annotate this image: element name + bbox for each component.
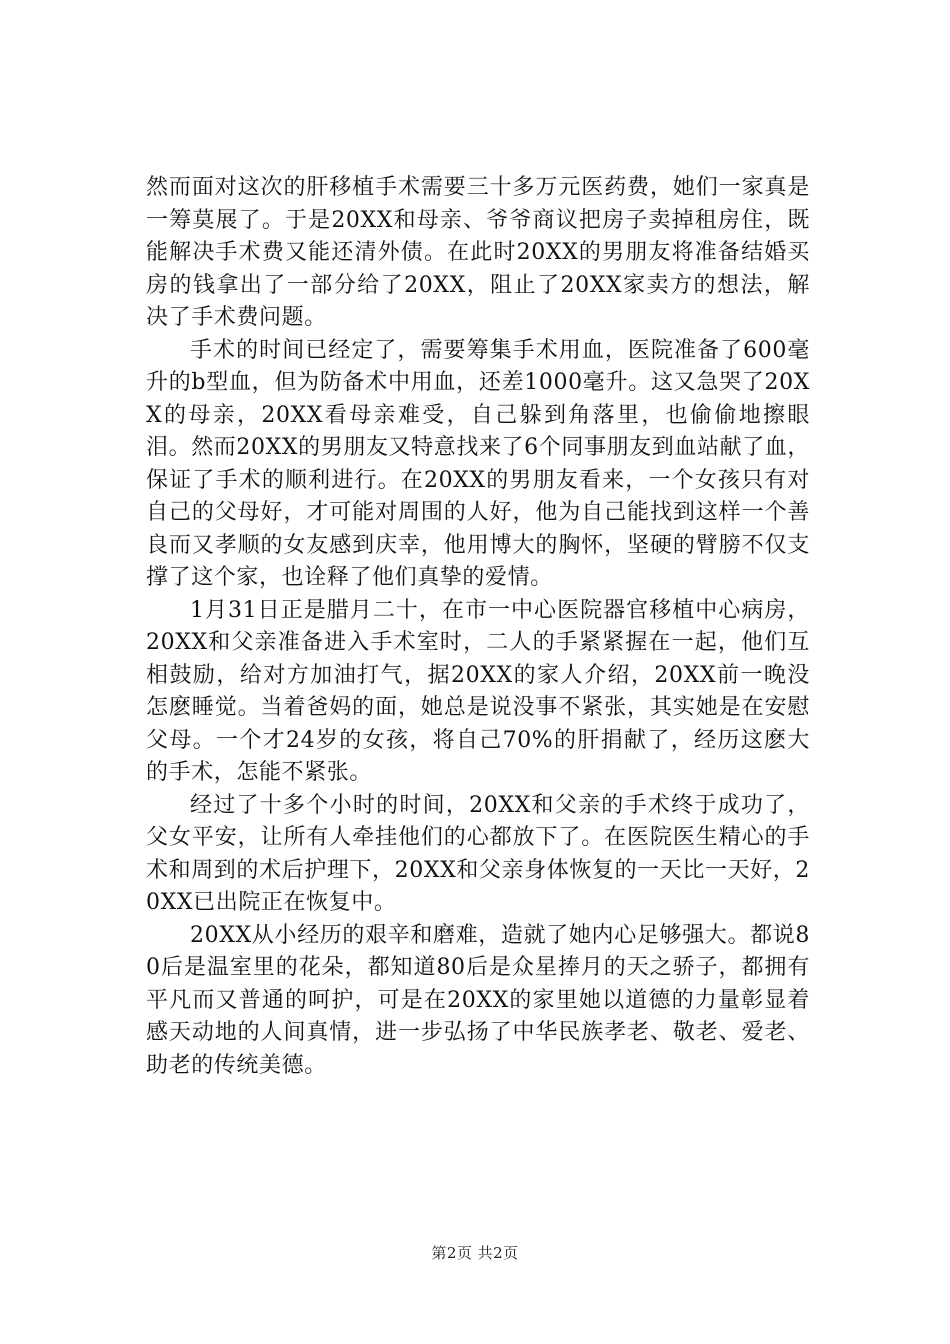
paragraph-2: 手术的时间已经定了，需要筹集手术用血，医院准备了600毫升的b型血，但为防备术中用血，还差1000毫升。这又急哭了20XX的母亲，20XX看母亲难受，自己躲到角落里，也偷偷地擦眼泪。然而20XX的男朋友又特意找来了6个同事朋友到血站献了血，保证了手术的顺利进行。在20XX的男朋友看来，一个女孩只有对自己的父母好，才可能对周围的人好，他为自己能找到这样一个善良而又孝顺的女友感到庆幸，他用博大的胸怀，坚硬的臂膀不仅支撑了这个家，也诠释了他们真挚的爱情。 xyxy=(146,337,810,590)
paragraph-5: 20XX从小经历的艰辛和磨难，造就了她内心足够强大。都说80后是温室里的花朵，都知道80后是众星捧月的天之骄子，都拥有平凡而又普通的呵护，可是在20XX的家里她以道德的力量彰显着感天动地的人间真情，进一步弘扬了中华民族孝老、敬老、爱老、助老的传统美德。 xyxy=(146,922,810,1078)
page-number-footer: 第2页 共2页 xyxy=(431,1244,519,1262)
document-body xyxy=(146,172,810,1082)
paragraph-1: 然而面对这次的肝移植手术需要三十多万元医药费，她们一家真是一筹莫展了。于是20XX和母亲、爷爷商议把房子卖掉租房住，既能解决手术费又能还清外债。在此时20XX的男朋友将准备结婚买房的钱拿出了一部分给了20XX，阻止了20XX家卖方的想法，解决了手术费问题。 xyxy=(146,175,810,330)
paragraph-4: 经过了十多个小时的时间，20XX和父亲的手术终于成功了，父女平安，让所有人牵挂他们的心都放下了。在医院医生精心的手术和周到的术后护理下，20XX和父亲身体恢复的一天比一天好，20XX已出院正在恢复中。 xyxy=(146,792,810,915)
paragraph-3: 1月31日正是腊月二十，在市一中心医院器官移植中心病房，20XX和父亲准备进入手术室时，二人的手紧紧握在一起，他们互相鼓励，给对方加油打气，据20XX的家人介绍，20XX前一晚没怎麽睡觉。当着爸妈的面，她总是说没事不紧张，其实她是在安慰父母。一个才24岁的女孩，将自己70%的肝捐献了，经历这麽大的手术，怎能不紧张。 xyxy=(146,597,810,785)
